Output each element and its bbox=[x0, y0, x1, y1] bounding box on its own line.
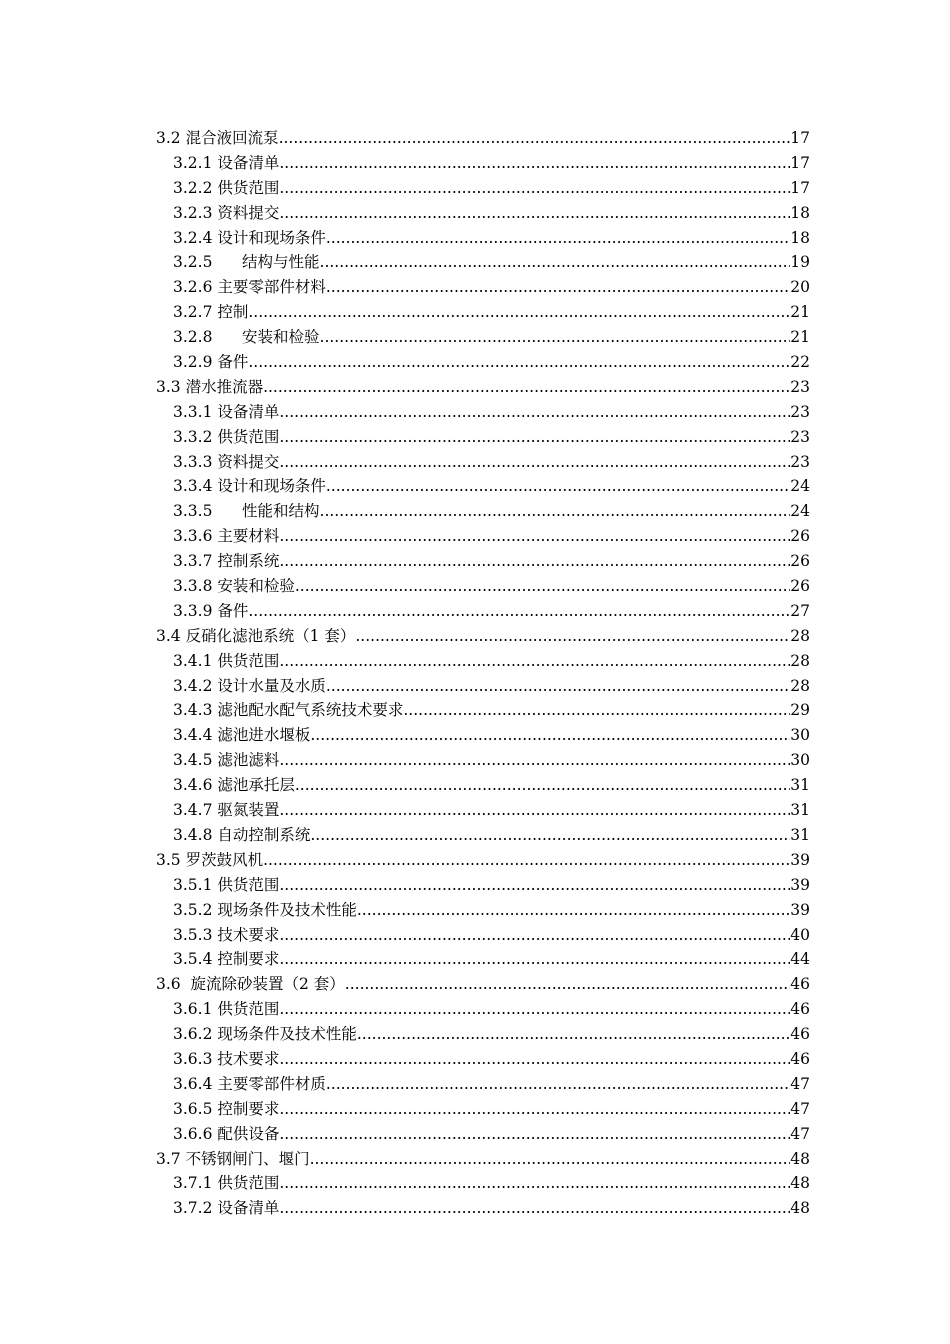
toc-dot-leader bbox=[279, 126, 791, 151]
toc-subsection-entry[interactable] bbox=[156, 450, 810, 475]
toc-dot-leader bbox=[320, 499, 791, 524]
toc-dot-leader bbox=[279, 997, 790, 1022]
toc-subsection-entry[interactable] bbox=[156, 649, 810, 674]
toc-dot-leader bbox=[310, 823, 790, 848]
toc-dot-leader bbox=[279, 1196, 790, 1221]
toc-dot-leader bbox=[279, 748, 790, 773]
toc-subsection-entry[interactable] bbox=[156, 599, 810, 624]
toc-dot-leader bbox=[279, 549, 790, 574]
toc-dot-leader bbox=[279, 873, 790, 898]
toc-entry-label: 3.6.3 技术要求 bbox=[173, 1049, 280, 1068]
toc-page-number: 17 bbox=[790, 153, 810, 172]
toc-subsection-entry[interactable] bbox=[156, 873, 810, 898]
toc-subsection-entry[interactable] bbox=[156, 151, 810, 176]
toc-entry-label: 3.5.3 技术要求 bbox=[173, 925, 280, 944]
toc-page-number: 40 bbox=[790, 925, 810, 944]
toc-dot-leader bbox=[279, 151, 790, 176]
toc-subsection-entry[interactable] bbox=[156, 1072, 810, 1097]
toc-entry-label: 3.3.8 安装和检验 bbox=[173, 577, 295, 596]
toc-subsection-entry[interactable] bbox=[156, 674, 810, 699]
table-of-contents bbox=[156, 126, 810, 1221]
toc-page-number: 26 bbox=[790, 577, 810, 596]
toc-page-number: 46 bbox=[790, 975, 810, 994]
toc-entry-label: 3.4.3 滤池配水配气系统技术要求 bbox=[173, 701, 404, 720]
toc-page-number: 22 bbox=[790, 353, 810, 372]
toc-subsection-entry[interactable] bbox=[156, 723, 810, 748]
toc-page-number: 18 bbox=[790, 228, 810, 247]
toc-subsection-entry[interactable] bbox=[156, 524, 810, 549]
toc-subsection-entry[interactable] bbox=[156, 898, 810, 923]
toc-page-number: 24 bbox=[790, 502, 810, 521]
toc-page-number: 21 bbox=[790, 303, 810, 322]
toc-page-number: 31 bbox=[790, 825, 810, 844]
toc-entry-label: 3.5.1 供货范围 bbox=[173, 875, 280, 894]
toc-subsection-entry[interactable] bbox=[156, 499, 810, 524]
toc-section-entry[interactable] bbox=[156, 375, 810, 400]
toc-dot-leader bbox=[279, 1122, 790, 1147]
toc-page-number: 23 bbox=[790, 452, 810, 471]
toc-dot-leader bbox=[326, 674, 790, 699]
toc-dot-leader bbox=[279, 649, 790, 674]
toc-dot-leader bbox=[279, 524, 790, 549]
toc-entry-label: 3.3.1 设备清单 bbox=[173, 402, 280, 421]
toc-entry-label: 3.4.2 设计水量及水质 bbox=[173, 676, 326, 695]
toc-subsection-entry[interactable] bbox=[156, 275, 810, 300]
toc-page-number: 28 bbox=[790, 626, 810, 645]
toc-entry-label: 3.2.3 资料提交 bbox=[173, 203, 280, 222]
toc-dot-leader bbox=[279, 947, 790, 972]
toc-subsection-entry[interactable] bbox=[156, 549, 810, 574]
toc-entry-label: 3.4.4 滤池进水堰板 bbox=[173, 726, 311, 745]
toc-dot-leader bbox=[279, 1047, 790, 1072]
toc-subsection-entry[interactable] bbox=[156, 325, 810, 350]
toc-entry-label: 3.4.8 自动控制系统 bbox=[173, 825, 311, 844]
toc-subsection-entry[interactable] bbox=[156, 250, 810, 275]
toc-page-number: 20 bbox=[790, 278, 810, 297]
toc-subsection-entry[interactable] bbox=[156, 773, 810, 798]
toc-section-entry[interactable] bbox=[156, 848, 810, 873]
toc-entry-label: 3.6.6 配供设备 bbox=[173, 1124, 280, 1143]
toc-page-number: 46 bbox=[790, 1025, 810, 1044]
toc-subsection-entry[interactable] bbox=[156, 1097, 810, 1122]
toc-page-number: 27 bbox=[790, 601, 810, 620]
toc-entry-label: 3.2.5 结构与性能 bbox=[173, 253, 320, 272]
toc-page-number: 26 bbox=[790, 552, 810, 571]
toc-entry-label: 3.2.4 设计和现场条件 bbox=[173, 228, 326, 247]
toc-entry-label: 3.2.1 设备清单 bbox=[173, 153, 280, 172]
toc-dot-leader bbox=[345, 972, 790, 997]
toc-dot-leader bbox=[279, 450, 790, 475]
toc-subsection-entry[interactable] bbox=[156, 350, 810, 375]
toc-dot-leader bbox=[295, 773, 790, 798]
toc-page-number: 30 bbox=[790, 751, 810, 770]
toc-subsection-entry[interactable] bbox=[156, 1171, 810, 1196]
toc-subsection-entry[interactable] bbox=[156, 474, 810, 499]
toc-dot-leader bbox=[355, 624, 790, 649]
toc-page-number: 46 bbox=[790, 1000, 810, 1019]
toc-entry-label: 3.5.2 现场条件及技术性能 bbox=[173, 900, 357, 919]
toc-entry-label: 3.6.2 现场条件及技术性能 bbox=[173, 1025, 357, 1044]
toc-entry-label: 3.4.5 滤池滤料 bbox=[173, 751, 280, 770]
toc-subsection-entry[interactable] bbox=[156, 201, 810, 226]
toc-page-number: 46 bbox=[790, 1049, 810, 1068]
toc-page-number: 47 bbox=[790, 1099, 810, 1118]
toc-dot-leader bbox=[320, 250, 791, 275]
toc-entry-label: 3.3.9 备件 bbox=[173, 601, 249, 620]
toc-page-number: 18 bbox=[790, 203, 810, 222]
toc-page-number: 19 bbox=[790, 253, 810, 272]
toc-page-number: 48 bbox=[790, 1174, 810, 1193]
toc-entry-label: 3.3.4 设计和现场条件 bbox=[173, 477, 326, 496]
toc-dot-leader bbox=[279, 1097, 790, 1122]
toc-dot-leader bbox=[248, 300, 790, 325]
toc-section-entry[interactable] bbox=[156, 1147, 810, 1172]
toc-page-number: 21 bbox=[790, 328, 810, 347]
toc-page-number: 48 bbox=[790, 1149, 810, 1168]
toc-dot-leader bbox=[279, 400, 790, 425]
toc-dot-leader bbox=[326, 226, 790, 251]
toc-subsection-entry[interactable] bbox=[156, 947, 810, 972]
toc-page-number: 26 bbox=[790, 527, 810, 546]
toc-page-number: 28 bbox=[790, 676, 810, 695]
toc-page-number: 17 bbox=[790, 129, 810, 147]
toc-dot-leader bbox=[248, 350, 790, 375]
toc-dot-leader bbox=[263, 375, 790, 400]
toc-subsection-entry[interactable] bbox=[156, 300, 810, 325]
toc-page-number: 29 bbox=[790, 701, 810, 720]
toc-subsection-entry[interactable] bbox=[156, 574, 810, 599]
toc-subsection-entry[interactable] bbox=[156, 400, 810, 425]
toc-dot-leader bbox=[310, 723, 790, 748]
toc-subsection-entry[interactable] bbox=[156, 698, 810, 723]
toc-page-number: 23 bbox=[790, 427, 810, 446]
toc-subsection-entry[interactable] bbox=[156, 226, 810, 251]
toc-page-number: 39 bbox=[790, 900, 810, 919]
toc-subsection-entry[interactable] bbox=[156, 176, 810, 201]
toc-dot-leader bbox=[279, 1171, 790, 1196]
toc-entry-label: 3.2 混合液回流泵 bbox=[156, 129, 279, 147]
toc-dot-leader bbox=[310, 1147, 791, 1172]
toc-dot-leader bbox=[279, 425, 790, 450]
toc-page-number: 31 bbox=[790, 801, 810, 820]
toc-entry-label: 3.2.7 控制 bbox=[173, 303, 249, 322]
toc-subsection-entry[interactable] bbox=[156, 798, 810, 823]
toc-dot-leader bbox=[326, 275, 790, 300]
toc-dot-leader bbox=[357, 1022, 790, 1047]
toc-entry-label: 3.6 旋流除砂装置（2 套） bbox=[156, 975, 345, 994]
toc-page-number: 24 bbox=[790, 477, 810, 496]
toc-entry-label: 3.3.6 主要材料 bbox=[173, 527, 280, 546]
toc-subsection-entry[interactable] bbox=[156, 823, 810, 848]
toc-entry-label: 3.2.8 安装和检验 bbox=[173, 328, 320, 347]
toc-subsection-entry[interactable] bbox=[156, 1022, 810, 1047]
toc-dot-leader bbox=[320, 325, 791, 350]
toc-page-number: 47 bbox=[790, 1074, 810, 1093]
toc-entry-label: 3.2.9 备件 bbox=[173, 353, 249, 372]
toc-dot-leader bbox=[263, 848, 790, 873]
toc-entry-label: 3.7 不锈钢闸门、堰门 bbox=[156, 1149, 310, 1168]
toc-section-entry[interactable] bbox=[156, 972, 810, 997]
toc-entry-label: 3.5 罗茨鼓风机 bbox=[156, 850, 264, 869]
toc-entry-label: 3.4.1 供货范围 bbox=[173, 651, 280, 670]
toc-dot-leader bbox=[403, 698, 790, 723]
toc-entry-label: 3.3.2 供货范围 bbox=[173, 427, 280, 446]
toc-dot-leader bbox=[279, 923, 790, 948]
toc-dot-leader bbox=[279, 798, 790, 823]
toc-subsection-entry[interactable] bbox=[156, 997, 810, 1022]
toc-entry-label: 3.3.5 性能和结构 bbox=[173, 502, 320, 521]
toc-entry-label: 3.4 反硝化滤池系统（1 套） bbox=[156, 626, 356, 645]
toc-entry-label: 3.2.6 主要零部件材料 bbox=[173, 278, 326, 297]
toc-page-number: 30 bbox=[790, 726, 810, 745]
toc-entry-label: 3.3.7 控制系统 bbox=[173, 552, 280, 571]
toc-page-number: 39 bbox=[790, 875, 810, 894]
toc-dot-leader bbox=[279, 201, 790, 226]
toc-page-number: 47 bbox=[790, 1124, 810, 1143]
toc-page-number: 28 bbox=[790, 651, 810, 670]
toc-page-number: 48 bbox=[790, 1199, 810, 1218]
toc-page-number: 23 bbox=[790, 377, 810, 396]
toc-subsection-entry[interactable] bbox=[156, 748, 810, 773]
toc-subsection-entry[interactable] bbox=[156, 425, 810, 450]
toc-section-entry[interactable] bbox=[156, 126, 810, 151]
toc-page-number: 17 bbox=[790, 178, 810, 197]
toc-subsection-entry[interactable] bbox=[156, 923, 810, 948]
toc-entry-label: 3.6.5 控制要求 bbox=[173, 1099, 280, 1118]
toc-section-entry[interactable] bbox=[156, 624, 810, 649]
toc-dot-leader bbox=[295, 574, 790, 599]
toc-dot-leader bbox=[326, 1072, 790, 1097]
toc-page-number: 31 bbox=[790, 776, 810, 795]
toc-entry-label: 3.4.6 滤池承托层 bbox=[173, 776, 295, 795]
toc-entry-label: 3.4.7 驱氮装置 bbox=[173, 801, 280, 820]
toc-dot-leader bbox=[279, 176, 790, 201]
toc-dot-leader bbox=[326, 474, 790, 499]
toc-entry-label: 3.3.3 资料提交 bbox=[173, 452, 280, 471]
toc-entry-label: 3.6.4 主要零部件材质 bbox=[173, 1074, 326, 1093]
toc-entry-label: 3.5.4 控制要求 bbox=[173, 950, 280, 969]
toc-entry-label: 3.2.2 供货范围 bbox=[173, 178, 280, 197]
toc-dot-leader bbox=[248, 599, 790, 624]
toc-entry-label: 3.3 潜水推流器 bbox=[156, 377, 264, 396]
toc-page-number: 23 bbox=[790, 402, 810, 421]
toc-subsection-entry[interactable] bbox=[156, 1196, 810, 1221]
toc-subsection-entry[interactable] bbox=[156, 1047, 810, 1072]
toc-dot-leader bbox=[357, 898, 790, 923]
toc-page-number: 44 bbox=[790, 950, 810, 969]
toc-entry-label: 3.7.2 设备清单 bbox=[173, 1199, 280, 1218]
toc-entry-label: 3.6.1 供货范围 bbox=[173, 1000, 280, 1019]
toc-page-number: 39 bbox=[790, 850, 810, 869]
toc-subsection-entry[interactable] bbox=[156, 1122, 810, 1147]
toc-entry-label: 3.7.1 供货范围 bbox=[173, 1174, 280, 1193]
